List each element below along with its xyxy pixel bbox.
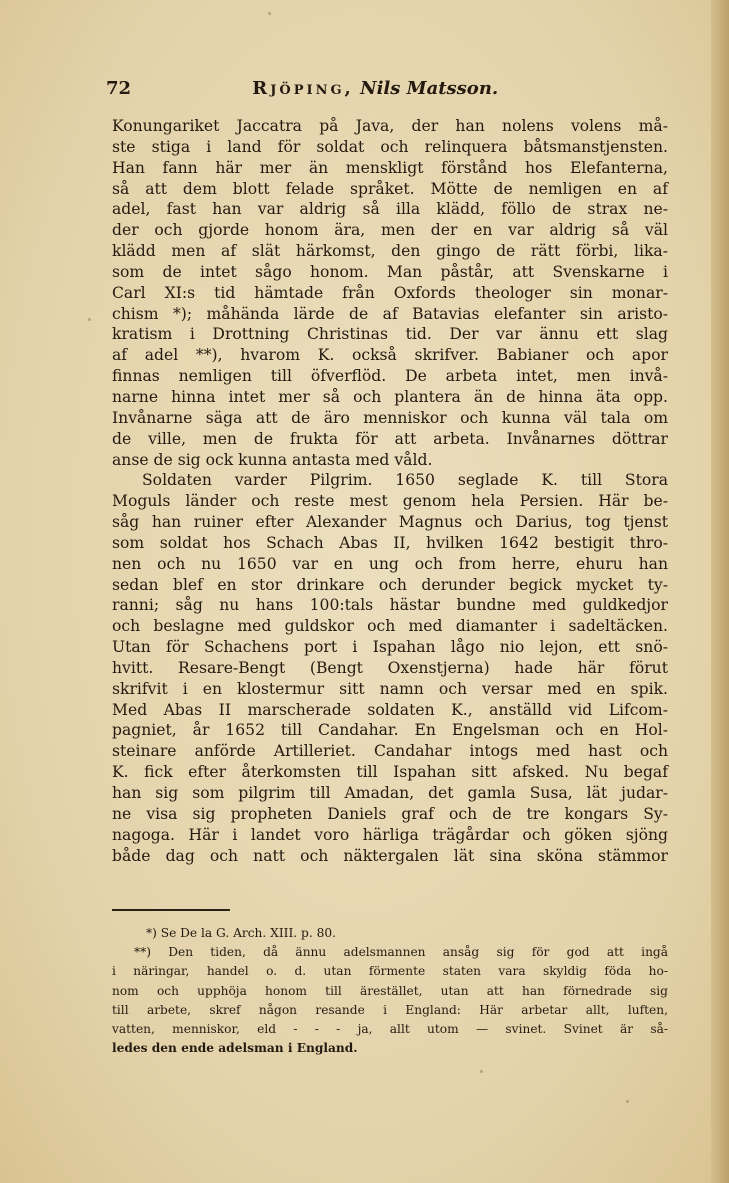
text-line: klädd men af slät härkomst, den gingo de rätt förbi, lika- [112,242,668,261]
paper-speck [626,1100,629,1103]
page-edge [711,0,729,1183]
text-line: ranni; såg nu hans 100:tals hästar bundne med guldkedjor [112,596,668,615]
text-line: Med Abas II marscherade soldaten K., anställd vid Lifcom- [112,700,668,719]
text-line: Han fann här mer än menskligt förstånd hos Elefanterna, [112,158,668,177]
text-line: han sig som pilgrim till Amadan, det gamla Susa, lät judar- [112,784,668,802]
footnote-1: *) Se De la G. Arch. XIII. p. 80. [146,926,336,940]
paper-speck [268,12,271,15]
text-line: så att dem blott felade språket. Mötte de nemligen en af [112,179,668,198]
text-line: nagoga. Här i landet voro härliga trägårdar och göken sjöng [112,825,668,844]
paper-speck [88,318,91,321]
footnote-2-line: till arbete, skref någon resande i England: Här arbetar allt, luften, [112,1002,668,1017]
section-heading-line: Soldaten varder Pilgrim. 1650 seglade K. till Stora [142,471,668,490]
text-line: sedan blef en stor drinkare och derunder begick mycket ty- [112,575,668,594]
text-line: Utan för Schachens port i Ispahan lågo nio lejon, ett snö- [112,638,668,657]
page-header [106,78,666,99]
text-line: hvitt. Resare-Bengt (Bengt Oxenstjerna) hade här förut [112,658,668,677]
text-line: K. fick efter återkomsten till Ispahan sitt afsked. Nu begaf [112,763,668,782]
page-number: 72 [106,78,132,99]
running-title-name: Nils Matsson. [360,78,499,99]
text-line: ste stiga i land för soldat och relinquera båtsmanstjensten. [112,137,668,156]
footnote-2-line: vatten, menniskor, eld - - - ja, allt utom — svinet. Svinet är så- [112,1022,668,1037]
text-line: kratism i Drottning Christinas tid. Der var ännu ett slag [112,325,668,344]
text-line: Moguls länder och reste mest genom hela Persien. Här be- [112,492,668,511]
footnote-rule [112,909,230,911]
text-line: steinare anförde Artilleriet. Candahar intogs med hast och [112,742,668,761]
text-line: pagniet, år 1652 till Candahar. En Engelsman och en Hol- [112,721,668,740]
text-line: der och gjorde honom ära, men der en var aldrig så väl [112,221,668,240]
text-line: såg han ruiner efter Alexander Magnus och Darius, tog tjenst [112,513,668,532]
body-text [112,116,668,866]
text-line: chism *); måhända lärde de af Batavias elefanter sin aristo- [112,304,668,323]
footnote-2-line: i näringar, handel o. d. utan förmente staten vara skyldig föda ho- [112,964,668,979]
text-line: af adel **), hvarom K. också skrifver. Babianer och apor [112,346,668,365]
running-title-place: Rjöping, [252,78,354,99]
footnote-2-line: nom och upphöja honom till ärestället, utan att han förnedrade sig [112,983,668,998]
footnotes [112,924,668,1058]
text-line: nen och nu 1650 var en ung och from herre, ehuru han [112,554,668,573]
text-line: de ville, men de frukta för att arbeta. Invånarnes döttrar [112,429,668,448]
text-line: finnas nemligen till öfverflöd. De arbeta intet, men invå- [112,367,668,386]
text-line: som de intet sågo honom. Man påstår, att Svenskarne i [112,262,668,281]
text-line: skrifvit i en klostermur sitt namn och versar med en spik. [112,679,668,698]
text-line: både dag och natt och näktergalen lät sina sköna stämmor [112,846,668,865]
text-line: narne hinna intet mer så och plantera än de hinna äta opp. [112,387,668,406]
text-line: ne visa sig propheten Daniels graf och de tre kongars Sy- [112,804,668,823]
running-title [252,78,498,99]
text-line: anse de sig ock kunna antasta med våld. [112,450,433,469]
text-line: Invånarne säga att de äro menniskor och kunna väl tala om [112,408,668,427]
paper-speck [480,1070,483,1073]
text-line: och beslagne med guldskor och med diamanter i sadeltäcken. [112,617,668,636]
footnote-2-line: ledes den ende adelsman i England. [112,1041,358,1056]
text-line: Konungariket Jaccatra på Java, der han nolens volens må- [112,117,668,135]
text-line: Carl XI:s tid hämtade från Oxfords theologer sin monar- [112,283,668,302]
footnote-2: **) Den tiden, då ännu adelsmannen ansåg sig för god att ingå [134,945,668,960]
text-line: som soldat hos Schach Abas II, hvilken 1642 bestigit thro- [112,533,668,552]
text-line: adel, fast han var aldrig så illa klädd, föllo de strax ne- [112,200,668,219]
